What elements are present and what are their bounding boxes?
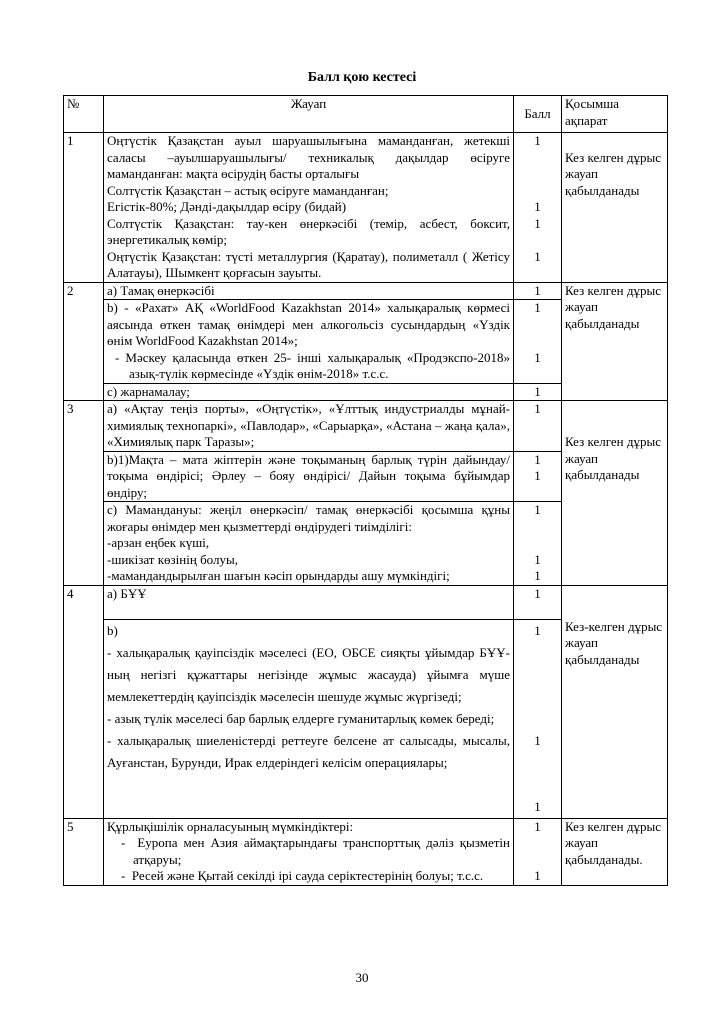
answer-line: - халықаралық шиеленістерді реттеуге белсене ат салысады, мысалы, Ауғанстан, Бурунди, Ирак елдеріндегі келісім операциялары; [107,732,510,770]
answer-line: Оңтүстік Қазақстан ауыл шаруашылығына маманданған, жетекші саласы –ауылшаруашылығы/ техникалық дақылдар өсіруге маманданған: мақта өсірудің басты орталығы [107,133,510,181]
answer-line: - Мәскеу қаласында өткен 25- інші халықаралық «Продэкспо-2018» азық-түлік көрмесінде «Үздік өнім-2018» т.с.с. [115,349,510,381]
answer-cell [104,502,514,586]
points-cell [514,133,562,283]
points-value: 1 [534,798,541,814]
row-number: 5 [64,818,104,885]
answer-line: Егістік-80%; Дәнді-дақылдар өсіру (бидай) [107,199,347,214]
answer-line: c) Мамандануы: жеңіл өнеркәсіп/ тамақ өнеркәсібі қосымша құны жоғары өнімдер мен қызметтерді өндірудегі тиімділігі: [107,502,510,534]
answer-line: -мамандандырылған шағын кәсіп орындарды ашу мүмкіндігі; [107,568,450,583]
answer-line: -арзан еңбек күші, [107,535,210,550]
header-extra: Қосымша ақпарат [562,96,668,133]
answer-line: - Ресей және Қытай секілді ірі сауда серіктестерінің болуы; т.с.с. [121,868,484,883]
table-row [64,818,668,885]
row-number: 2 [64,282,104,401]
note-text: Кез келген дұрыс жауап қабылданады [565,282,661,331]
table-row [64,401,668,452]
row-number: 3 [64,401,104,586]
answer-cell [104,585,514,619]
score-table [63,95,668,886]
points-value: 1 [534,133,541,148]
answer-line: - азық түлік мәселесі бар барлық елдерге гуманитарлық көмек береді; [107,710,495,726]
answer-line: а) БҰҰ [107,585,147,601]
points-cell: 1 [514,282,562,300]
points-cell [514,818,562,885]
page-title: Балл қою кестесі [307,70,417,85]
answer-cell [104,619,514,818]
points-value: 1 [534,568,541,583]
extra-cell [562,282,668,401]
note-text: Кез келген дұрыс жауап қабылданады [565,434,661,482]
answer-cell [104,300,514,384]
points-cell [514,619,562,818]
answer-line: b) - «Рахат» АҚ «WorldFood Kazakhstan 2014» халықаралық көрмесі аясында өткен тамақ өнімдері мен алкогольсіз сусындардың «Үздік өнім WorldFood Kazakhstan 2014»; [107,300,510,348]
answer-cell: а) «Ақтау теңіз порты», «Оңтүстік», «Ұлттық индустриалды мұнай-химиялық технопаркі», «Павлодар», «Сарыарқа», «Астана – жаңа қала», «Химиялық парк Таразы»; [104,401,514,452]
extra-cell [562,585,668,818]
points-value: 1 [534,818,541,834]
answer-cell [104,818,514,885]
points-cell [514,502,562,586]
points-value: 1 [534,732,541,748]
points-value: 1 [534,502,541,517]
page-number: 30 [355,970,369,985]
points-cell [514,451,562,502]
points-cell: 1 [514,401,562,452]
points-value: 1 [534,215,541,231]
row-number: 1 [64,133,104,283]
answer-cell: c) жарнамалау; [104,383,514,401]
points-cell: 1 [514,383,562,401]
extra-cell [562,401,668,586]
answer-cell: а) Тамақ өнеркәсібі [104,282,514,300]
answer-line: Оңтүстік Қазақстан: түсті металлургия (Қаратау), полиметалл ( Жетісу Алатауы), Шымкент қорғасын зауыты. [107,248,510,280]
note-text: Кез келген дұрыс жауап қабылданады. [565,818,661,867]
points-value: 1 [534,551,541,567]
table-row [64,282,668,300]
points-cell [514,300,562,384]
header-points: Балл [514,96,562,133]
answer-line: - Еуропа мен Азия аймақтарындағы транспорттық дәліз қызметін атқаруы; [121,835,510,867]
table-row [64,133,668,283]
table-row [64,585,668,619]
points-value: 1 [534,451,541,467]
answer-line: Солтүстік Қазақстан – астық өсіруге маманданған; [107,182,389,198]
points-value: 1 [534,868,541,883]
extra-cell [562,133,668,283]
header-num: № [64,96,104,133]
table-header-row [64,96,668,133]
note-text: Кез-келген дұрыс жауап қабылданады [565,618,663,667]
answer-line: b) [107,622,118,638]
note-text: Кез келген дұрыс жауап қабылданады [565,149,661,198]
points-value: 1 [534,349,541,365]
answer-line: Құрлықішілік орналасуының мүмкіндіктері: [107,818,354,834]
points-value: 1 [534,248,541,264]
answer-cell: b)1)Мақта – мата жіптерін және тоқыманың барлық түрін дайындау/тоқыма өндірісі; Әрлеу – бояу өндірісі/ Дайын тоқыма бұйымдар өндіру; [104,451,514,502]
answer-line: - халықаралық қауіпсіздік мәселесі (ЕО, ОБСЕ сияқты ұйымдар БҰҰ-ның негізгі құжаттары негізінде жұмыс жасауда) ұйымға мүше мемлекеттердің қауіпсіздік мәселесін шешуде жұмыс жүргізеді; [107,644,510,704]
points-value: 1 [534,622,541,638]
answer-line: Солтүстік Қазақстан: тау-кен өнеркәсібі (темір, асбест, боксит, энергетикалық көмір; [107,215,510,247]
answer-line: -шикізат көзінің болуы, [107,551,238,567]
answer-cell [104,133,514,283]
points-value: 1 [534,199,541,214]
points-cell: 1 [514,585,562,619]
points-value: 1 [534,300,541,315]
points-value: 1 [534,468,541,483]
header-answer: Жауап [104,96,514,133]
row-number: 4 [64,585,104,818]
extra-cell [562,818,668,885]
